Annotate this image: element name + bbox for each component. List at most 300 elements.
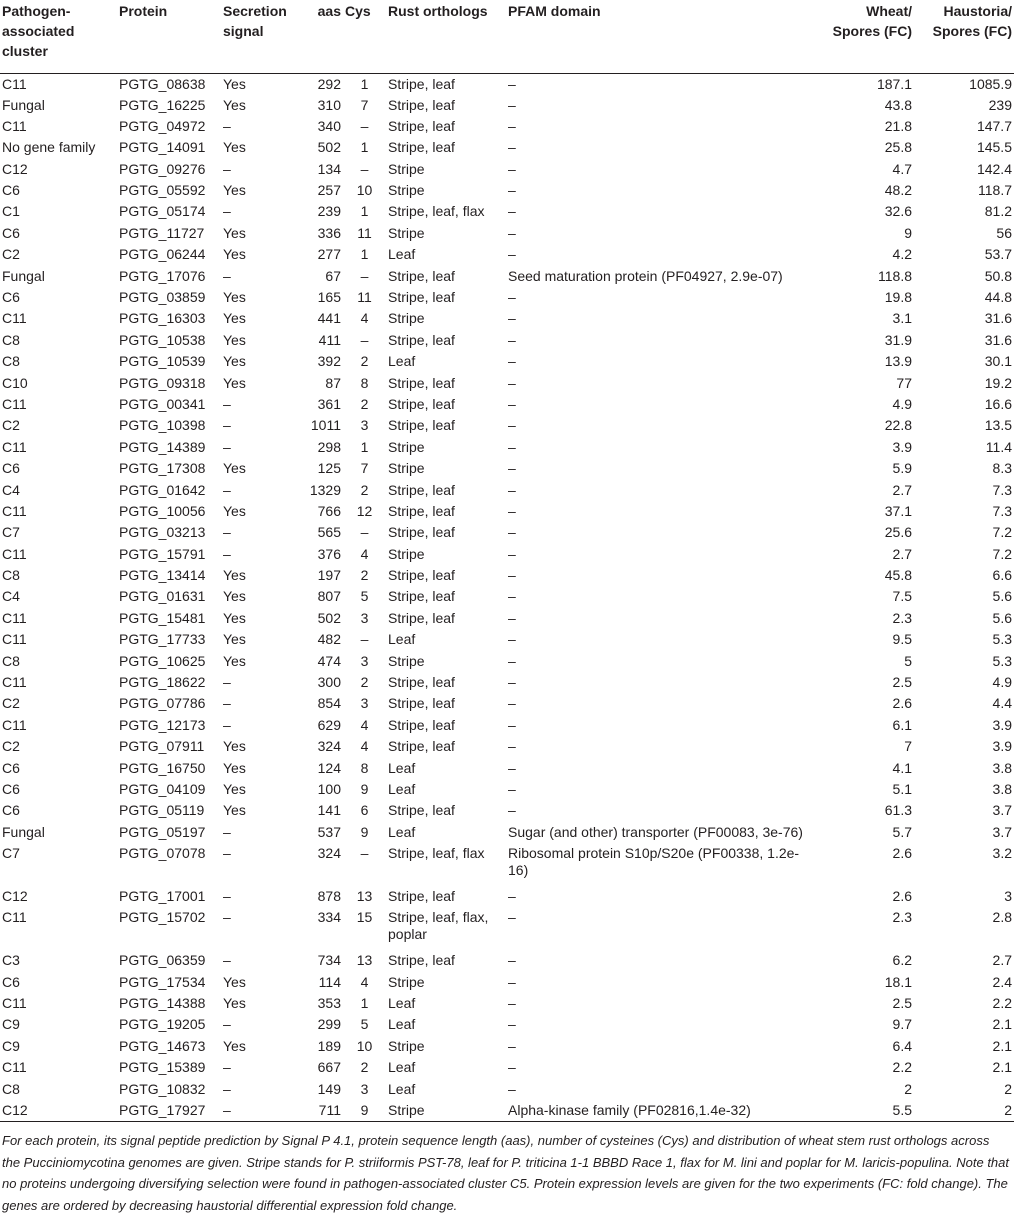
cell-secretion: – [223,823,231,840]
cell-secretion: – [223,1080,231,1097]
cell-cluster: C11 [2,716,27,733]
cell-wheat: 2 [904,1080,912,1097]
cell-haustoria: 239 [988,96,1012,113]
cell-pfam: – [508,567,516,584]
cell-rust: Leaf [388,759,416,776]
cell-aas: 300 [317,674,341,691]
cell-pfam: – [508,1037,516,1054]
cell-haustoria: 7.3 [992,502,1012,519]
table-row [0,950,1014,971]
cell-secretion: Yes [223,331,246,348]
cell-wheat: 2.3 [892,909,912,926]
cell-haustoria: 3.7 [992,823,1012,840]
cell-cys: – [360,267,369,284]
cell-wheat: 6.2 [892,952,912,969]
cell-cys: 10 [356,182,373,199]
cell-pfam: – [508,738,516,755]
cell-pfam: Alpha-kinase family (PF02816,1.4e-32) [506,1100,816,1122]
cell-cluster: C6 [2,781,20,797]
cell-wheat: 9.7 [892,1016,912,1033]
cell-secretion: Yes [223,182,246,199]
cell-rust: Stripe, leaf [388,887,455,904]
table-row [0,758,1014,779]
cell-protein: PGTG_11727 [119,224,205,241]
cell-cluster: C4 [2,588,20,605]
cell-secretion: – [223,524,231,541]
cell-secretion: Yes [223,738,246,755]
cell-rust: Leaf [388,246,416,263]
cell-secretion: Yes [223,567,246,584]
cell-wheat: 32.6 [884,203,912,220]
cell-pfam: – [508,994,516,1011]
cell-haustoria: 2.2 [992,994,1012,1011]
cell-protein: PGTG_14389 [119,438,206,455]
cell-protein: PGTG_10832 [119,1080,206,1097]
cell-pfam: – [508,117,516,134]
table-row [0,1100,1014,1122]
table-row [0,1057,1014,1078]
table-row [0,201,1014,222]
cell-haustoria: 3.8 [992,759,1012,776]
cell-rust: Stripe, leaf [388,417,455,434]
cell-cys: 3 [360,1080,369,1097]
cell-protein: PGTG_15791 [119,545,206,562]
cell-cluster: C12 [2,160,28,177]
cell-aas: 298 [317,438,341,455]
cell-cys: 9 [343,1100,386,1122]
cell-rust: Stripe, leaf [388,952,455,969]
cell-wheat: 19.8 [884,289,912,306]
cell-cluster: C11 [2,75,27,92]
cell-secretion: Yes [223,652,246,669]
cell-haustoria: 147.7 [976,117,1012,134]
cell-cys: 11 [357,289,372,306]
cell-haustoria: 3.7 [992,802,1012,819]
cell-secretion: Yes [223,588,246,605]
cell-rust: Stripe [388,545,425,562]
cell-aas: 100 [317,781,341,797]
header-haustoria: Haustoria/ Spores (FC) [914,0,1014,73]
table-row [0,715,1014,736]
table-row [0,330,1014,351]
cell-haustoria: 145.5 [976,139,1012,156]
cell-secretion: Yes [223,75,246,92]
table-row [0,480,1014,501]
cell-cys: 15 [356,909,373,926]
cell-cys: 3 [360,417,369,434]
cell-cys: 2 [360,567,369,584]
cell-haustoria: 6.6 [992,567,1012,584]
table-row [0,522,1014,543]
cell-secretion: – [223,267,231,284]
cell-wheat: 2.7 [892,545,912,562]
cell-aas: 334 [317,909,341,926]
cell-rust: Stripe, leaf [388,96,455,113]
cell-aas: 257 [317,182,341,199]
table-row [0,972,1014,993]
cell-rust: Stripe, leaf [388,567,455,584]
cell-haustoria: 3 [1004,887,1012,904]
cell-cluster: No gene family [2,139,96,156]
cell-aas: 734 [317,952,341,969]
cell-cluster: C4 [2,481,20,498]
header-rust: Rust orthologs [386,0,506,73]
table-footnote: For each protein, its signal peptide prediction by Signal P 4.1, protein sequence length (aas), number of cysteines (Cys) and distribution of wheat stem rust orthologs across the Pucciniomycotina genomes are given. Stripe stands for P. striiformis PST-78, leaf for P. triticina 1-1 BBBD Race 1, flax for M. lini and poplar for M. laricis-populina. Note that no proteins undergoing diversifying selection were found in pathogen-associated cluster C5. Protein expression levels are given for the two experiments (FC: fold change). The genes are ordered by decreasing haustorial differential expression fold change. [2,1133,1009,1213]
cell-haustoria: 5.6 [992,588,1012,605]
cell-cluster: C12 [0,1100,117,1122]
table-row [0,373,1014,394]
cell-haustoria: 2.4 [992,973,1012,990]
cell-wheat: 48.2 [884,182,912,199]
cell-wheat: 4.1 [892,759,912,776]
cell-secretion: – [221,1100,291,1122]
cell-secretion: – [223,1016,231,1033]
cell-aas: 141 [317,802,341,819]
cell-cys: 9 [360,781,369,797]
cell-cluster: C11 [2,117,27,134]
cell-cluster: C10 [2,374,28,391]
cell-pfam: – [508,631,516,648]
cell-wheat: 45.8 [884,567,912,584]
cell-haustoria: 44.8 [984,289,1012,306]
cell-wheat: 2.7 [892,481,912,498]
table-row [0,608,1014,629]
cell-haustoria: 5.6 [992,609,1012,626]
cell-cys: 9 [360,823,369,840]
cell-pfam: – [508,182,516,199]
cell-wheat: 25.8 [884,139,912,156]
cell-aas: 87 [325,374,341,391]
cell-rust: Stripe, leaf [388,609,455,626]
cell-secretion: – [223,845,231,862]
cell-secretion: Yes [223,353,246,370]
cell-rust: Stripe, leaf [388,588,455,605]
cell-cys: 12 [356,502,373,519]
cell-cys: 4 [360,310,369,327]
cell-cys: 4 [360,738,369,755]
cell-haustoria: 56 [996,224,1012,241]
cell-protein: PGTG_00341 [119,395,206,412]
cell-pfam: – [508,502,516,519]
cell-pfam: – [508,781,516,797]
cell-rust: Stripe, leaf [388,524,455,541]
cell-cys: – [360,524,369,541]
cell-secretion: – [223,674,231,691]
cell-pfam: – [508,759,516,776]
cell-aas: 134 [317,160,341,177]
cell-wheat: 25.6 [884,524,912,541]
cell-secretion: – [223,909,231,926]
cell-cys: 8 [360,374,369,391]
cell-secretion: – [223,203,231,220]
cell-wheat: 4.9 [892,395,912,412]
cell-protein: PGTG_17534 [119,973,206,990]
cell-haustoria: 2.1 [992,1059,1012,1076]
cell-wheat: 5.1 [892,781,912,797]
cell-haustoria: 53.7 [984,246,1012,263]
cell-secretion: Yes [223,973,246,990]
cell-cluster: C7 [2,524,20,541]
cell-rust: Stripe [388,160,425,177]
cell-aas: 239 [317,203,341,220]
cell-wheat: 7 [904,738,912,755]
cell-haustoria: 2.1 [992,1016,1012,1033]
cell-secretion: – [223,395,231,412]
cell-protein: PGTG_17927 [117,1100,221,1122]
cell-cluster: C2 [2,417,20,434]
cell-cys: 1 [360,139,369,156]
cell-cluster: C1 [2,203,20,220]
cell-pfam: – [508,395,516,412]
header-pfam: PFAM domain [506,0,816,73]
cell-haustoria: 142.4 [976,160,1012,177]
cell-cluster: C9 [2,1037,20,1054]
cell-rust: Stripe [388,652,425,669]
cell-wheat: 4.7 [892,160,912,177]
cell-cys: 2 [360,353,369,370]
cell-haustoria: 2.7 [992,952,1012,969]
cell-cluster: C11 [2,631,27,648]
cell-protein: PGTG_04972 [119,117,206,134]
cell-cluster: C8 [2,652,20,669]
cell-protein: PGTG_13414 [119,567,206,584]
cell-protein: PGTG_10056 [119,502,206,519]
cell-wheat: 37.1 [884,502,912,519]
cell-secretion: Yes [223,609,246,626]
cell-pfam: – [508,1059,516,1076]
table-row [0,180,1014,201]
cell-rust: Stripe, leaf [388,716,455,733]
cell-haustoria: 11.4 [985,438,1012,455]
cell-pfam: – [508,160,516,177]
cell-aas: 277 [317,246,341,263]
cell-haustoria: 2.8 [992,909,1012,926]
cell-aas: 766 [317,502,341,519]
table-row [0,565,1014,586]
cell-rust: Leaf [388,994,416,1011]
cell-haustoria: 3.2 [992,845,1012,862]
cell-secretion: Yes [223,631,246,648]
cell-pfam: – [508,588,516,605]
cell-wheat: 22.8 [884,417,912,434]
cell-aas: 482 [317,631,341,648]
cell-wheat: 2.5 [892,994,912,1011]
cell-protein: PGTG_10539 [119,353,206,370]
cell-rust: Leaf [388,1016,416,1033]
cell-secretion: Yes [223,96,246,113]
cell-secretion: – [223,695,231,712]
cell-protein: PGTG_14388 [119,994,206,1011]
cell-cluster: C3 [2,952,20,969]
cell-wheat: 9.5 [892,631,912,648]
table-row [0,351,1014,372]
cell-protein: PGTG_14673 [119,1037,206,1054]
cell-protein: PGTG_15702 [119,909,206,926]
cell-cluster: C6 [2,289,20,306]
cell-cluster: Fungal [2,267,45,284]
table-row [0,287,1014,308]
cell-wheat: 2.6 [892,845,912,862]
cell-secretion: Yes [223,246,246,263]
cell-aas: 878 [317,887,341,904]
cell-wheat: 21.8 [884,117,912,134]
table-row [0,1079,1014,1100]
cell-protein: PGTG_09318 [119,374,206,391]
cell-cluster: C8 [2,353,20,370]
cell-protein: PGTG_06359 [119,952,206,969]
cell-cluster: C6 [2,802,20,819]
table-row [0,159,1014,180]
cell-aas: 165 [317,289,341,306]
cell-pfam: – [508,1080,516,1097]
cell-cluster: C11 [2,545,27,562]
cell-cluster: C11 [2,310,27,327]
cell-rust: Leaf [388,631,416,648]
cell-protein: PGTG_16225 [119,96,206,113]
cell-cluster: Fungal [2,823,45,840]
cell-cys: 5 [360,1016,369,1033]
cell-wheat: 61.3 [884,802,912,819]
table-row [0,736,1014,757]
cell-pfam: – [508,674,516,691]
cell-cys: 13 [356,952,373,969]
cell-pfam: – [508,609,516,626]
cell-cys: 3 [360,652,369,669]
cell-wheat: 2.5 [892,674,912,691]
cell-cluster: C8 [2,331,20,348]
cell-haustoria: 118.7 [978,182,1012,199]
table-row [0,95,1014,116]
cell-rust: Leaf [388,353,416,370]
cell-haustoria: 8.3 [992,460,1012,477]
cell-cys: 2 [360,674,369,691]
cell-wheat: 5 [904,652,912,669]
cell-haustoria: 3.8 [992,781,1012,797]
cell-aas: 324 [317,845,341,862]
cell-cluster: C8 [2,1080,20,1097]
cell-rust: Stripe, leaf [388,267,455,284]
cell-haustoria: 4.9 [992,674,1012,691]
cell-cluster: C11 [2,674,27,691]
header-protein: Protein [117,0,221,73]
cell-pfam: – [508,289,516,306]
cell-secretion: Yes [223,759,246,776]
cell-secretion: – [223,887,231,904]
cell-secretion: – [223,117,231,134]
cell-aas: 197 [317,567,341,584]
cell-cluster: C11 [2,909,27,926]
cell-cys: 1 [360,75,369,92]
cell-rust: Stripe, leaf [388,802,455,819]
cell-wheat: 5.7 [892,823,912,840]
cell-secretion: Yes [223,310,246,327]
table-row [0,779,1014,800]
cell-haustoria: 2 [914,1100,1014,1122]
cell-cys: 2 [360,481,369,498]
cell-haustoria: 31.6 [984,310,1012,327]
cell-secretion: Yes [223,502,246,519]
cell-secretion: Yes [223,139,246,156]
table-row [0,629,1014,650]
table-row [0,137,1014,158]
cell-cys: 8 [360,759,369,776]
cell-wheat: 77 [896,374,912,391]
cell-rust: Stripe, leaf, flax [388,845,485,862]
cell-aas: 441 [317,310,341,327]
cell-protein: PGTG_05592 [119,182,206,199]
cell-cluster: C11 [2,502,27,519]
cell-aas: 502 [317,609,341,626]
table-row [0,886,1014,907]
cell-aas: 629 [317,716,341,733]
cell-pfam: – [508,652,516,669]
table-row [0,651,1014,672]
cell-cys: 3 [360,609,369,626]
table-row [0,266,1014,287]
header-secretion: Secretion signal [221,0,291,73]
cell-protein: PGTG_01642 [119,481,206,498]
cell-protein: PGTG_03213 [119,524,206,541]
cell-aas: 411 [318,331,341,348]
cell-cluster: Fungal [2,96,45,113]
cell-rust: Stripe [388,438,425,455]
cell-rust: Stripe [388,224,425,241]
cell-cluster: C6 [2,759,20,776]
cell-pfam: – [508,353,516,370]
table-row [0,394,1014,415]
table-row [0,458,1014,479]
cell-aas: 376 [317,545,341,562]
cell-haustoria: 30.1 [984,353,1012,370]
cell-secretion: – [223,160,231,177]
table-row [0,544,1014,565]
cell-aas: 361 [317,395,341,412]
cell-cys: 4 [360,973,369,990]
cell-wheat: 5.5 [816,1100,914,1122]
table-body [0,73,1014,1121]
cell-cys: 4 [360,716,369,733]
cell-cys: 2 [360,395,369,412]
cell-aas: 340 [317,117,341,134]
cell-pfam: – [508,310,516,327]
table-row [0,501,1014,522]
cell-aas: 1329 [309,481,341,498]
cell-protein: PGTG_07786 [119,695,206,712]
cell-rust: Stripe, leaf [388,395,455,412]
table-header [0,0,1014,73]
cell-haustoria: 50.8 [984,267,1012,284]
cell-protein: PGTG_06244 [119,246,206,263]
cell-pfam: Sugar (and other) transporter (PF00083, 3e-76) [508,823,803,840]
cell-protein: PGTG_01631 [119,588,206,605]
cell-pfam: Seed maturation protein (PF04927, 2.9e-07) [508,267,783,284]
cell-aas: 854 [317,695,341,712]
cell-haustoria: 3.9 [992,738,1012,755]
cell-haustoria: 13.5 [984,417,1012,434]
cell-rust: Stripe, leaf [388,481,455,498]
cell-wheat: 2.6 [892,695,912,712]
cell-haustoria: 81.2 [984,203,1012,220]
cell-protein: PGTG_10538 [119,331,206,348]
cell-rust: Leaf [388,823,416,840]
cell-secretion: Yes [223,289,246,306]
cell-cluster: C11 [2,994,27,1011]
cell-rust: Stripe [388,973,425,990]
cell-haustoria: 4.4 [992,695,1012,712]
cell-cys: 5 [360,588,369,605]
cell-cluster: C11 [2,609,27,626]
table-row [0,586,1014,607]
